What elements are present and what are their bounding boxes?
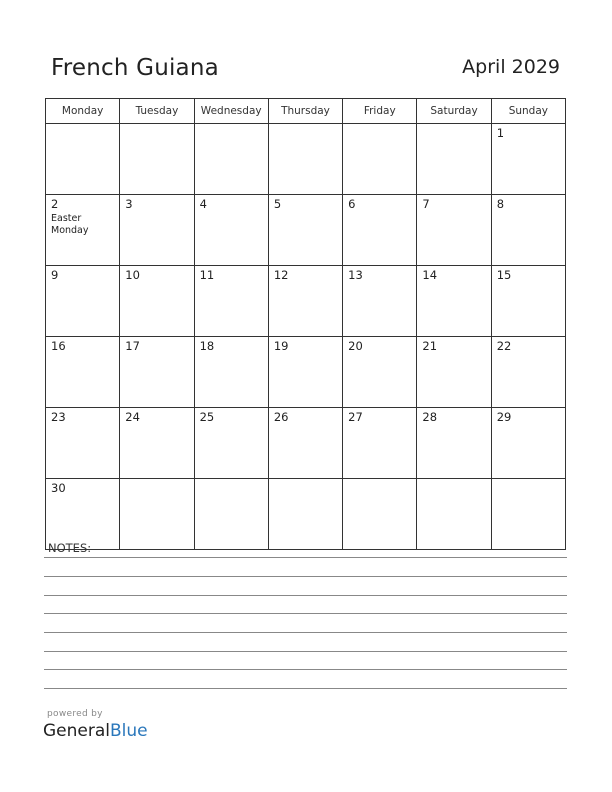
day-cell[interactable] xyxy=(194,408,268,479)
day-cell[interactable] xyxy=(491,408,565,479)
weekday-header-row xyxy=(46,99,566,124)
day-number: 22 xyxy=(496,339,512,353)
day-cell[interactable] xyxy=(46,408,120,479)
day-cell[interactable] xyxy=(194,266,268,337)
day-number: 4 xyxy=(199,197,207,211)
weekday-thursday: Thursday xyxy=(268,99,342,124)
day-number: 27 xyxy=(348,410,363,424)
day-number: 20 xyxy=(348,339,363,353)
day-cell[interactable] xyxy=(194,479,268,550)
day-cell[interactable] xyxy=(194,124,268,195)
day-cell[interactable] xyxy=(268,266,342,337)
day-number: 28 xyxy=(422,410,438,424)
weekday-friday: Friday xyxy=(343,99,417,124)
day-cell[interactable] xyxy=(120,479,194,550)
weekday-tuesday: Tuesday xyxy=(120,99,194,124)
weekday-wednesday: Wednesday xyxy=(194,99,268,124)
note-line xyxy=(44,669,567,670)
day-cell[interactable] xyxy=(343,266,417,337)
day-cell[interactable] xyxy=(120,337,194,408)
day-cell[interactable] xyxy=(120,195,194,266)
week-row xyxy=(46,337,566,408)
note-line xyxy=(44,651,567,652)
day-number: 26 xyxy=(273,410,289,424)
weekday-saturday: Saturday xyxy=(417,99,491,124)
day-number: 12 xyxy=(273,268,289,282)
day-cell[interactable] xyxy=(417,195,491,266)
day-cell[interactable] xyxy=(491,195,565,266)
day-cell[interactable] xyxy=(120,408,194,479)
day-number: 17 xyxy=(125,339,140,353)
day-cell[interactable] xyxy=(268,195,342,266)
day-cell[interactable] xyxy=(417,124,491,195)
note-line xyxy=(44,576,567,577)
day-cell[interactable] xyxy=(268,124,342,195)
weekday-sunday: Sunday xyxy=(491,99,565,124)
day-cell[interactable] xyxy=(417,337,491,408)
day-cell[interactable] xyxy=(46,124,120,195)
note-line xyxy=(44,595,567,596)
day-number: 1 xyxy=(496,126,505,140)
day-cell[interactable] xyxy=(343,408,417,479)
day-number: 5 xyxy=(273,197,282,211)
day-cell[interactable] xyxy=(194,337,268,408)
day-number: 21 xyxy=(422,339,438,353)
day-cell[interactable] xyxy=(343,195,417,266)
day-cell[interactable] xyxy=(491,124,565,195)
day-number: 14 xyxy=(422,268,438,282)
day-number: 29 xyxy=(496,410,512,424)
week-row xyxy=(46,266,566,337)
day-cell[interactable] xyxy=(343,479,417,550)
day-number: 25 xyxy=(199,410,215,424)
day-number: 16 xyxy=(51,339,66,353)
day-cell[interactable] xyxy=(417,266,491,337)
day-cell[interactable] xyxy=(194,195,268,266)
brand-general-text: General xyxy=(43,721,110,741)
day-number: 3 xyxy=(125,197,133,211)
day-number: 11 xyxy=(199,268,215,282)
day-number: 19 xyxy=(273,339,289,353)
day-cell[interactable] xyxy=(120,124,194,195)
day-number: 2 xyxy=(51,197,59,211)
brand-blue-text: Blue xyxy=(110,721,148,741)
day-number: 10 xyxy=(125,268,140,282)
day-cell[interactable] xyxy=(268,479,342,550)
week-row xyxy=(46,195,566,266)
day-number: 13 xyxy=(348,268,363,282)
week-row xyxy=(46,408,566,479)
day-cell[interactable] xyxy=(46,337,120,408)
country-title: French Guiana xyxy=(51,55,219,81)
day-cell[interactable] xyxy=(417,479,491,550)
generalblue-logo[interactable] xyxy=(43,721,148,741)
day-cell[interactable] xyxy=(417,408,491,479)
month-title: April 2029 xyxy=(462,56,560,78)
day-cell[interactable] xyxy=(343,124,417,195)
note-line xyxy=(44,613,567,614)
day-number: 8 xyxy=(496,197,505,211)
calendar-grid xyxy=(45,98,566,550)
day-cell[interactable] xyxy=(46,479,120,550)
note-line xyxy=(44,632,567,633)
powered-by-text: powered by xyxy=(47,709,103,719)
day-cell[interactable] xyxy=(268,337,342,408)
day-number: 9 xyxy=(51,268,59,282)
day-number: 15 xyxy=(496,268,512,282)
weekday-monday: Monday xyxy=(46,99,120,124)
notes-label: NOTES: xyxy=(48,541,92,555)
day-number: 30 xyxy=(51,481,66,495)
day-number: 6 xyxy=(348,197,356,211)
calendar-body xyxy=(46,124,566,550)
note-line xyxy=(44,688,567,689)
day-cell[interactable] xyxy=(491,479,565,550)
day-cell[interactable] xyxy=(120,266,194,337)
week-row xyxy=(46,124,566,195)
holiday-label: Easter Monday xyxy=(51,213,89,236)
day-cell[interactable] xyxy=(343,337,417,408)
note-line xyxy=(44,557,567,558)
day-number: 7 xyxy=(422,197,430,211)
day-cell[interactable] xyxy=(268,408,342,479)
day-cell[interactable] xyxy=(491,266,565,337)
day-number: 18 xyxy=(199,339,215,353)
day-cell[interactable] xyxy=(46,195,120,266)
week-row xyxy=(46,479,566,550)
day-number: 23 xyxy=(51,410,66,424)
day-number: 24 xyxy=(125,410,140,424)
day-cell[interactable] xyxy=(491,337,565,408)
day-cell[interactable] xyxy=(46,266,120,337)
